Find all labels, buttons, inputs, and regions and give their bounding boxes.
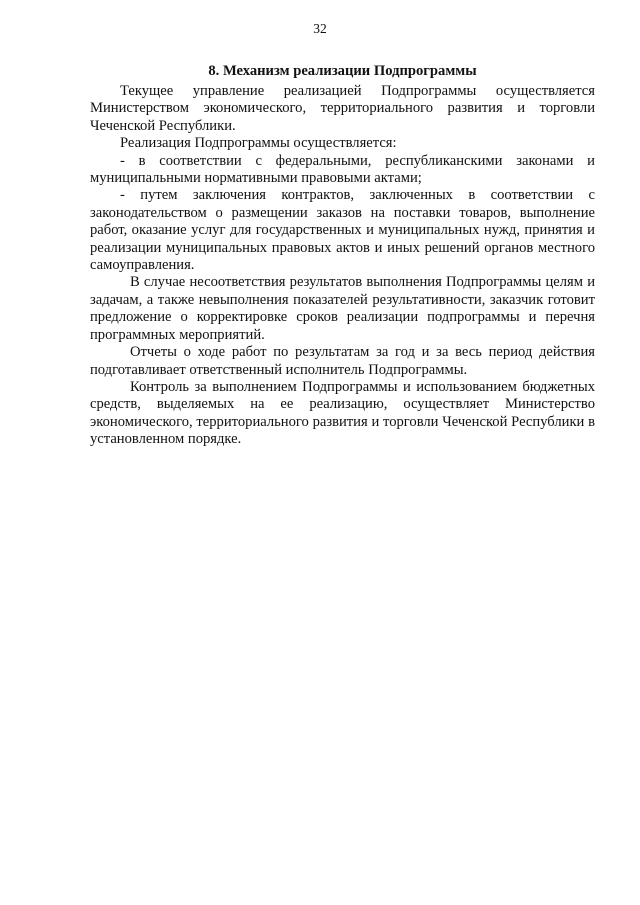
- page-number: 32: [313, 21, 327, 36]
- paragraph-noncompliance: В случае несоответствия результатов выполнения Подпрограммы целям и задачам, а также невыполнения показателей результативности, заказчик готовит предложение о корректировке сроков реализации подпрограммы и перечня программных мероприятий.: [90, 274, 595, 343]
- paragraph-control: Контроль за выполнением Подпрограммы и использованием бюджетных средств, выделяемых на ее реализацию, осуществляет Министерство экономического, территориального развития и торговли Чеченской Республики в установленном порядке.: [90, 378, 595, 448]
- section-title: 8. Механизм реализации Подпрограммы: [208, 63, 477, 79]
- paragraph-implementation-intro: Реализация Подпрограммы осуществляется:: [120, 135, 397, 152]
- paragraph-management: Текущее управление реализацией Подпрограммы осуществляется Министерством экономического, территориального развития и торговли Чеченской Республики.: [90, 83, 595, 134]
- list-item-laws: - в соответствии с федеральными, республиканскими законами и муниципальными нормативными правовыми актами;: [90, 152, 595, 187]
- paragraph-reports: Отчеты о ходе работ по результатам за год и за весь период действия подготавливает ответственный исполнитель Подпрограммы.: [90, 344, 595, 378]
- list-item-contracts: - путем заключения контрактов, заключенных в соответствии с законодательством о размещении заказов на поставки товаров, выполнение работ, оказание услуг для государственных и муниципальных нужд, принятия и реализации муниципальных правовых актов и иных решений органов местного самоуправления.: [90, 187, 595, 274]
- section-body: [90, 83, 595, 449]
